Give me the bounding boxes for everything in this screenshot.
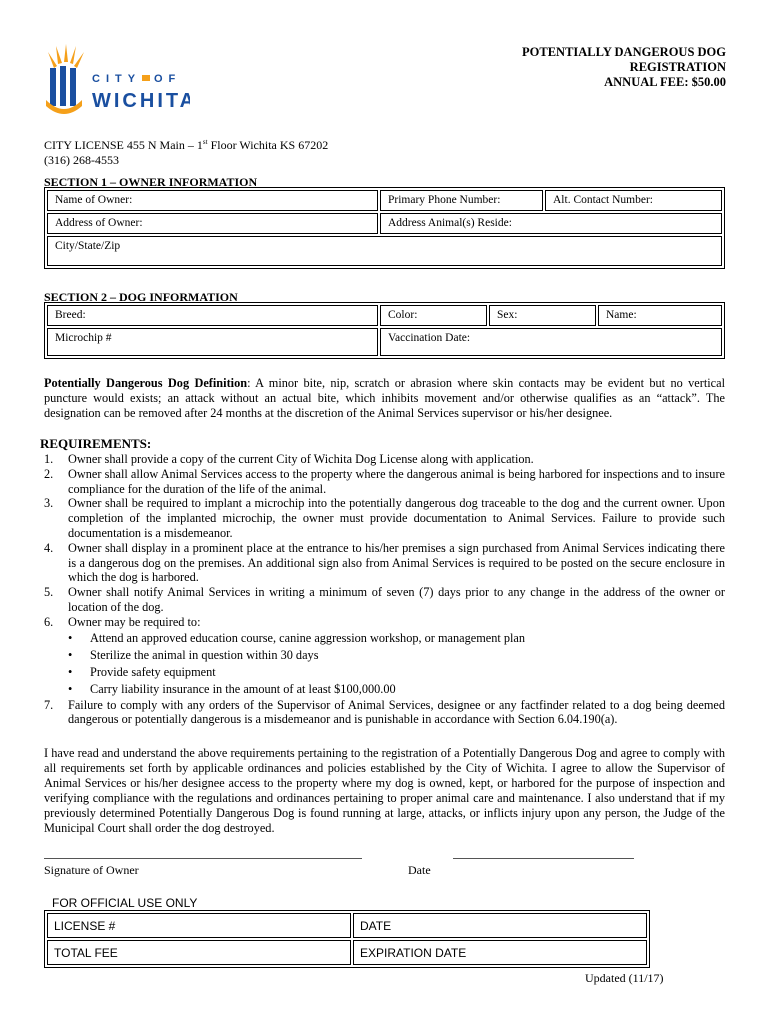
requirement-1 [40,452,725,467]
requirements-title: REQUIREMENTS: [40,436,152,451]
section1-title: SECTION 1 – OWNER INFORMATION [44,175,258,189]
bullet-icon: • [68,647,73,662]
bullet-icon: • [68,630,73,645]
date-signature-line[interactable] [453,858,634,859]
office-phone: (316) 268-4553 [44,153,119,167]
address-text: CITY LICENSE 455 N Main – 1 [44,138,203,152]
sub-item-text: Attend an approved education course, canine aggression workshop, or management plan [90,630,526,645]
sub-item-text: Provide safety equipment [90,664,216,679]
dog-info-table [44,302,725,359]
form-title [522,45,726,90]
title-line-1: POTENTIALLY DANGEROUS DOG [522,45,726,59]
requirement-6 [40,615,725,698]
address-of-owner-field[interactable]: Address of Owner: [47,213,378,234]
requirement-4 [40,541,725,585]
office-address [44,135,328,168]
sub-item [68,647,725,664]
svg-text:CITY: CITY [92,73,142,85]
wichita-logo-icon [40,40,190,120]
requirement-number: 1. [44,452,54,466]
requirement-text: Owner shall display in a prominent place at the entrance to his/her premises a sign purchased from Animal Services indicating there is a dangerous dog on the premises. An additional sign also from Animal Services is required to be posted on the secure enclosure in which the dog is harbored. [68,540,725,585]
city-state-zip-field[interactable]: City/State/Zip [47,236,722,266]
definition-paragraph [44,376,725,421]
sub-item [68,681,725,698]
requirement-text: Owner may be required to: [68,614,201,629]
address-text-cont: Floor Wichita KS 67202 [207,138,329,152]
acknowledgement-paragraph: I have read and understand the above requirements pertaining to the registration of a Potentially Dangerous Dog and agree to comply with all requirements set forth by applicable ordinances and policies established by the City of Wichita. I agree to allow the Supervisor of Animal Services or his/her designee access to the property where my dog is owned, kept, or harbored for the purpose of inspection and verifying compliance with the regulations and ordinances pertaining to proper animal care and maintenance. I also understand that if my previously determined Potentially Dangerous Dog is found running at large, attacks, or inflicts injury upon any person, the Judge of the Municipal Court shall order the dog destroyed. [44,746,725,835]
breed-field[interactable]: Breed: [47,305,378,326]
definition-text: : A minor bite, nip, scratch or abrasion where skin contacts may be evident but no vertical puncture would exists; an attack without an actual bite, which inhibits movement and/or otherwise qualifies as an “attack”. The designation can be removed after 24 months at the discretion of the Animal Services supervisor or his/her designee. [44,376,726,420]
definition-term: Potentially Dangerous Dog Definition [44,376,248,390]
requirement-text: Owner shall be required to implant a microchip into the potentially dangerous dog traceable to the dog and the current owner. Upon completion of the implanted microchip, the owner must provide documentation to Animal Services. Failure to provide such documentation is a misdemeanor. [68,496,725,540]
sub-item [68,664,725,681]
date-label: Date [408,863,431,877]
requirement-number: 3. [44,496,54,511]
sex-field[interactable]: Sex: [489,305,596,326]
requirement-7 [40,698,725,728]
section2-title: SECTION 2 – DOG INFORMATION [44,290,238,304]
vaccination-date-field[interactable]: Vaccination Date: [380,328,722,356]
sub-item-text: Sterilize the animal in question within 30 days [90,647,319,662]
alt-contact-field[interactable]: Alt. Contact Number: [545,190,722,211]
requirement-text: Failure to comply with any orders of the Supervisor of Animal Services, designee or any factfinder related to a dog being deemed dangerous or potentially dangerous is a misdemeanor and is punishable in accordance with Section 6.04.190(a). [68,697,725,727]
city-logo [40,40,190,120]
requirement-number: 6. [44,614,54,629]
annual-fee: ANNUAL FEE: $50.00 [604,75,726,89]
svg-text:WICHITA: WICHITA [92,90,190,112]
requirement-text: Owner shall notify Animal Services in writing a minimum of seven (7) days prior to any change in the address of the owner or location of the dog. [68,585,725,614]
official-date-field[interactable]: DATE [353,913,647,938]
requirements-list [40,452,725,727]
total-fee-field[interactable]: TOTAL FEE [47,940,351,965]
requirement-number: 7. [44,697,54,712]
color-field[interactable]: Color: [380,305,487,326]
requirement-number: 4. [44,540,54,555]
name-of-owner-field[interactable]: Name of Owner: [47,190,378,211]
address-animal-field[interactable]: Address Animal(s) Reside: [380,213,722,234]
requirement-2 [40,467,725,497]
updated-date: Updated (11/17) [585,971,664,985]
requirement-text: Owner shall allow Animal Services access to the property where the dangerous animal is being harbored for inspections and to insure compliance for the duration of the life of the animal. [68,466,725,496]
address-line [44,135,328,153]
owner-info-table [44,187,725,269]
requirement-number: 5. [44,585,54,600]
requirement-6-sublist [68,630,725,698]
license-number-field[interactable]: LICENSE # [47,913,351,938]
requirement-5 [40,585,725,615]
expiration-date-field[interactable]: EXPIRATION DATE [353,940,647,965]
microchip-field[interactable]: Microchip # [47,328,378,356]
svg-text:OF: OF [154,73,182,85]
bullet-icon: • [68,681,73,696]
dog-name-field[interactable]: Name: [598,305,722,326]
requirement-text: Owner shall provide a copy of the current City of Wichita Dog License along with application. [68,452,534,466]
signature-of-owner-label: Signature of Owner [44,863,139,877]
requirement-number: 2. [44,466,54,481]
primary-phone-field[interactable]: Primary Phone Number: [380,190,543,211]
requirement-3 [40,496,725,540]
bullet-icon: • [68,664,73,679]
owner-signature-line[interactable] [44,858,362,859]
official-use-table [44,910,650,968]
sub-item-text: Carry liability insurance in the amount of at least $100,000.00 [90,681,396,696]
sub-item [68,630,725,647]
address-superscript: st [202,138,208,146]
official-use-title: FOR OFFICIAL USE ONLY [52,896,198,910]
title-line-2: REGISTRATION [629,60,726,74]
